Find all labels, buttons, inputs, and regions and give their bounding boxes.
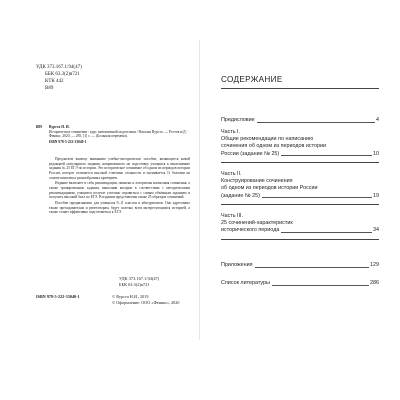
toc-entry — [221, 213, 379, 240]
toc-entry-line: 25 сочинений-характеристик — [221, 220, 293, 227]
toc-entry-title: (задание № 25) — [221, 192, 260, 199]
udk-code: УДК 373.167.1:94(47) — [36, 65, 82, 70]
ktk-code: КТК 442 — [45, 79, 64, 84]
bibliographic-record — [36, 125, 190, 145]
toc-page-number: 34 — [373, 227, 379, 234]
toc-entry-line: об одном из периодов истории России — [221, 185, 318, 192]
toc-entry-title: Предисловие — [221, 117, 255, 123]
toc-leader-line — [281, 232, 372, 233]
imprint-footer — [36, 294, 192, 306]
toc-page-number: 286 — [370, 280, 379, 286]
toc-entry-line: сочинения об одном из периодов истории — [221, 143, 327, 150]
toc-entry — [221, 129, 379, 163]
author-mark-code: В89 — [36, 125, 42, 129]
toc-entry-line: Часть I. — [221, 129, 241, 135]
toc-leader-line — [257, 122, 375, 123]
toc-entry-title: Список литературы — [221, 280, 270, 286]
annotation-paragraph: Предлагаем вашему вниманию учебно-методическое пособие, являющееся новой редакцией популярного издания, направленного на подготовку учащихся к выполнению задания № 25 ЕГЭ по истории. Это историческое сочинение об одном из периодов истории России, которое отличается высокой степенью сложности и оценивается 11 баллами на основе комплекса разнообразных критериев. — [49, 157, 190, 180]
toc-title-rule — [221, 88, 379, 89]
bbk-code: ББК 63.3(2)я721 — [45, 72, 80, 77]
contents-page — [200, 0, 400, 400]
footer-isbn: ISBN 978-5-222-33040-1 — [36, 294, 80, 299]
toc-entry — [221, 171, 379, 205]
biblio-description: Историческое сочинение : курс интенсивной подготовки / Наталья Вурста. — Ростов н/Д : Феникс, 2020. — 285, [1] с. — (Большая перемена). — [49, 129, 188, 139]
toc-leader-line — [262, 197, 372, 198]
udk-bottom — [119, 276, 159, 288]
toc-entry-line: Часть II. — [221, 171, 242, 177]
classification-codes — [36, 64, 82, 92]
annotation-paragraph: Издание включает в себя рекомендации, памятки и алгоритмы написания сочинения, а также тренировочные задания, выполнив которые в соответствии с методическими рекомендациями, учащиеся получат успешно справиться с самым объёмным заданием и получить высокий балл по ЕГЭ. В издании представлены также 25 образцов сочинений. — [49, 181, 190, 200]
annotation-paragraph: Пособие предназначено для учащихся 9–11 классов и абитуриентов. Оно адресовано также преподавателям и репетиторам, будет полезно всем интересующимся историей, а также станет эффективно подготовиться к ЕГЭ. — [49, 200, 190, 215]
toc-entry — [221, 117, 379, 124]
bbk-code-bottom: ББК 63.3(2)я721 — [119, 282, 150, 287]
copyright-line: © Оформление: ООО «Феникс», 2020 — [112, 299, 180, 305]
toc-leader-line — [255, 267, 369, 268]
toc-entry-title: России (задание № 25) — [221, 150, 280, 157]
toc-leader-line — [281, 155, 372, 156]
toc-entry-line: Часть III. — [221, 213, 244, 219]
toc-entry-line: Конструирование сочинения — [221, 178, 293, 185]
udk-code-bottom: УДК 373.167.1:94(47) — [119, 276, 160, 281]
toc-entry-title: Приложения — [221, 262, 253, 268]
author-name: Вурста Н. И. — [49, 125, 70, 129]
copyright-line: © Вурста Н.И., 2019 — [112, 294, 149, 299]
annotation — [49, 157, 190, 216]
toc-page-number: 19 — [373, 192, 379, 199]
toc-entry — [221, 262, 379, 269]
toc-entry — [221, 280, 379, 287]
toc-page-number: 4 — [376, 117, 379, 123]
toc-title: СОДЕРЖАНИЕ — [221, 75, 283, 84]
toc-leader-line — [272, 285, 369, 286]
toc-page-number: 10 — [373, 150, 379, 157]
copyright-block — [112, 294, 192, 306]
isbn: ISBN 978-5-222-33040-1 — [49, 140, 87, 145]
author-mark: В89 — [45, 86, 54, 91]
toc-page-number: 129 — [370, 262, 379, 268]
toc-entry-line: Общие рекомендации по написанию — [221, 136, 314, 143]
toc-entry-title: исторического периода — [221, 227, 280, 234]
